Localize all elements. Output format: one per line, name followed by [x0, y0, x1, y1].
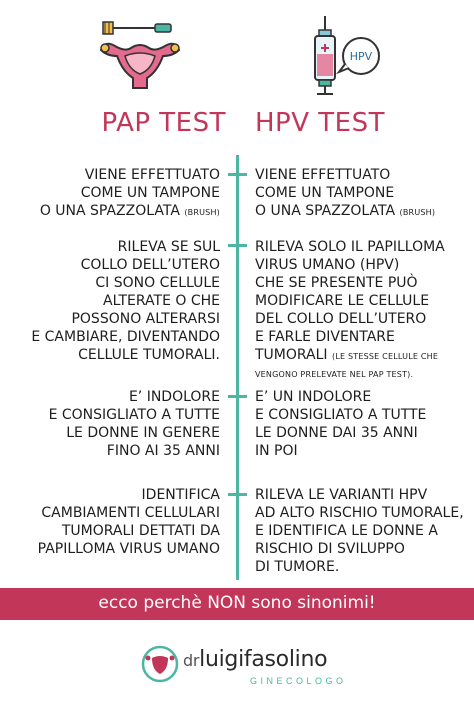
hpv-row-3: E’ UN INDOLORE E CONSIGLIATO A TUTTE LE DONNE DAI 35 ANNI IN POI	[255, 389, 427, 459]
pap-row-1: VIENE EFFETTUATO COME UN TAMPONE O UNA SPAZZOLATA (BRUSH)	[39, 167, 220, 219]
brand-logo-icon	[140, 644, 180, 684]
pap-row-4: IDENTIFICA CAMBIAMENTI CELLULARI TUMORALI DETTATI DA PAPILLOMA VIRUS UMANO	[37, 487, 220, 557]
hpv-row-2: RILEVA SOLO IL PAPILLOMA VIRUS UMANO (HPV) CHE SE PRESENTE PUÒ MODIFICARE LE CELLULE DEL COLLO DELL’UTERO E FARLE DIVENTARE TUMORALI (LE STESSE CELLULE CHE VENGONO PRELEVATE NEL PAP TEST).	[255, 239, 445, 379]
pap-row-2: RILEVA SE SUL COLLO DELL’UTERO CI SONO CELLULE ALTERATE O CHE POSSONO ALTERARSI E CAMBIARE, DIVENTANDO CELLULE TUMORALI.	[31, 239, 220, 363]
pap-test-heading: PAP TEST	[101, 108, 226, 138]
hpv-bubble-label: HPV	[349, 50, 373, 63]
plus-icon	[228, 485, 247, 504]
brand-tagline: GINECOLOGO	[250, 676, 347, 686]
plus-icon	[228, 236, 247, 255]
pap-row-3: E’ INDOLORE E CONSIGLIATO A TUTTE LE DONNE IN GENERE FINO AI 35 ANNI	[48, 389, 220, 459]
hpv-row-1: VIENE EFFETTUATO COME UN TAMPONE O UNA SPAZZOLATA (BRUSH)	[255, 167, 436, 219]
plus-icon	[228, 387, 247, 406]
center-divider	[236, 155, 239, 580]
banner-text: ecco perchè NON sono sinonimi!	[98, 593, 376, 613]
vaccine-syringe-icon	[305, 14, 385, 96]
uterus-brush-icon	[95, 14, 185, 96]
brand-name: drluigifasolino	[183, 647, 328, 672]
hpv-test-heading: HPV TEST	[255, 108, 385, 138]
hpv-row-4: RILEVA LE VARIANTI HPV AD ALTO RISCHIO TUMORALE, E IDENTIFICA LE DONNE A RISCHIO DI SVILUPPO DI TUMORE.	[255, 487, 464, 575]
plus-icon	[228, 165, 247, 184]
banner	[0, 588, 474, 620]
